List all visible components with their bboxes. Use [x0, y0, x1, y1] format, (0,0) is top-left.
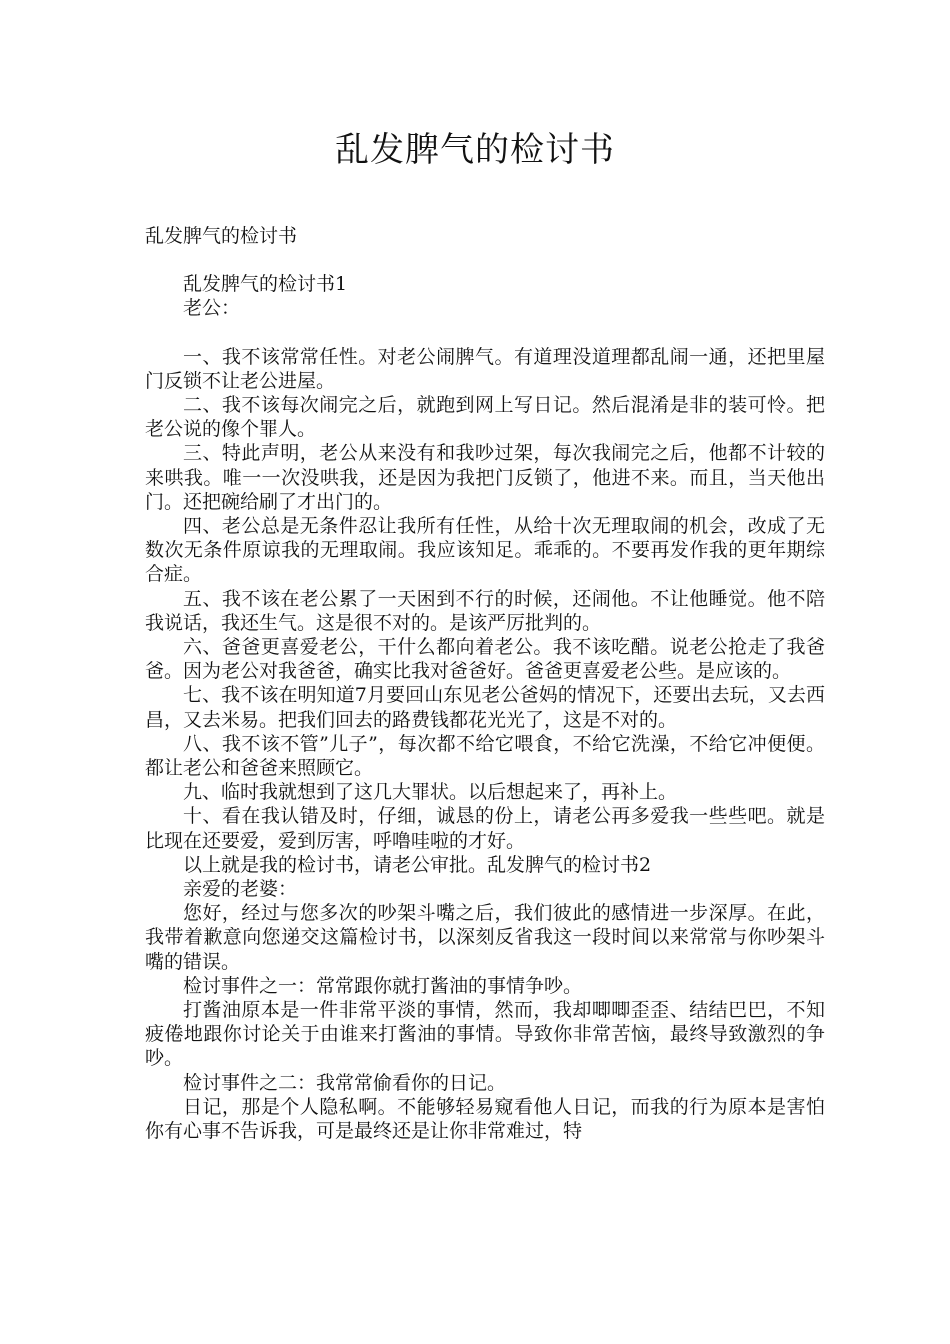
- paragraph: 七、我不该在明知道7月要回山东见老公爸妈的情况下，还要出去玩，又去西昌，又去米易。把我们回去的路费钱都花光光了，这是不对的。: [145, 684, 825, 731]
- section-heading-1: 乱发脾气的检讨书1: [183, 273, 348, 295]
- document-subtitle: 乱发脾气的检讨书: [145, 225, 298, 247]
- paragraph: 五、我不该在老公累了一天困到不行的时候，还闹他。不让他睡觉。他不陪我说话，我还生气。这是很不对的。是该严厉批判的。: [145, 587, 825, 634]
- paragraph: 您好，经过与您多次的吵架斗嘴之后，我们彼此的感情进一步深厚。在此，我带着歉意向您递交这篇检讨书，以深刻反省我这一段时间以来常常与你吵架斗嘴的错误。: [145, 902, 825, 973]
- paragraph: 检讨事件之一：常常跟你就打酱油的事情争吵。: [183, 974, 583, 997]
- paragraph: 二、我不该每次闹完之后，就跑到网上写日记。然后混淆是非的装可怜。把老公说的像个罪人。: [145, 394, 825, 441]
- paragraph: 六、爸爸更喜爱老公，干什么都向着老公。我不该吃醋。说老公抢走了我爸爸。因为老公对我爸爸，确实比我对爸爸好。爸爸更喜爱老公些。是应该的。: [145, 636, 825, 683]
- paragraph: 以上就是我的检讨书，请老公审批。乱发脾气的检讨书2: [183, 853, 652, 876]
- paragraph: 日记，那是个人隐私啊。不能够轻易窥看他人日记，而我的行为原本是害怕你有心事不告诉我，可是最终还是让你非常难过，特: [145, 1095, 825, 1143]
- paragraph: 四、老公总是无条件忍让我所有任性，从给十次无理取闹的机会，改成了无数次无条件原谅我的无理取闹。我应该知足。乖乖的。不要再发作我的更年期综合症。: [145, 515, 825, 586]
- paragraph: 九、临时我就想到了这几大罪状。以后想起来了，再补上。: [183, 781, 678, 804]
- paragraph: 八、我不该不管”儿子”，每次都不给它喂食，不给它洗澡，不给它冲便便。都让老公和爸爸来照顾它。: [145, 732, 825, 780]
- document-body: [145, 272, 825, 1143]
- salutation-1: 老公：: [183, 297, 241, 320]
- document-title: 乱发脾气的检讨书: [335, 130, 615, 170]
- paragraph: 一、我不该常常任性。对老公闹脾气。有道理没道理都乱闹一通，还把里屋门反锁不让老公进屋。: [145, 345, 825, 392]
- salutation-2: 亲爱的老婆：: [183, 878, 298, 901]
- paragraph: 检讨事件之二：我常常偷看你的日记。: [183, 1071, 507, 1094]
- paragraph: 十、看在我认错及时，仔细，诚恳的份上，请老公再多爱我一些些吧。就是比现在还要爱，爱到厉害，呼噜哇啦的才好。: [145, 805, 825, 852]
- paragraph: 打酱油原本是一件非常平淡的事情，然而，我却唧唧歪歪、结结巴巴，不知疲倦地跟你讨论关于由谁来打酱油的事情。导致你非常苦恼，最终导致激烈的争吵。: [145, 999, 825, 1070]
- paragraph: 三、特此声明，老公从来没有和我吵过架，每次我闹完之后，他都不计较的来哄我。唯一一次没哄我，还是因为我把门反锁了，他进不来。而且，当天他出门。还把碗给刷了才出门的。: [145, 442, 825, 513]
